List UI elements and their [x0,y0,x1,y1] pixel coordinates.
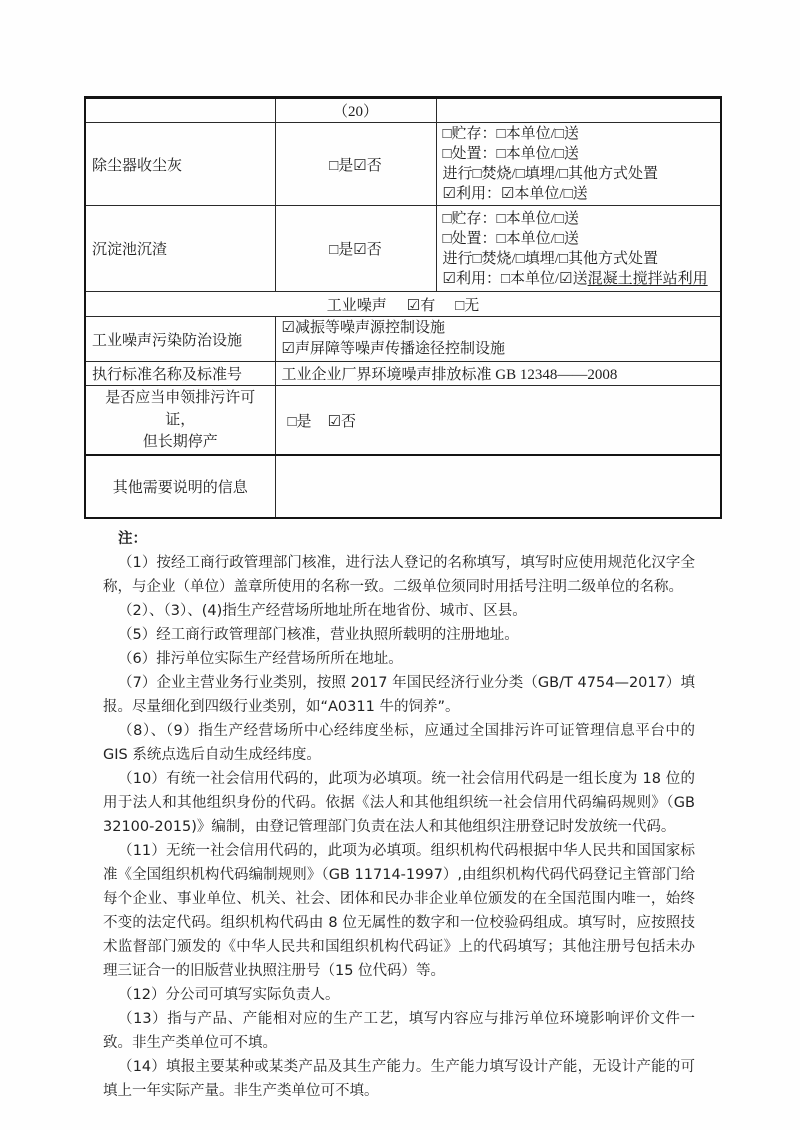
note-item-8: （11）无统一社会信用代码的，此项为必填项。组织机构代码根据中华人民共和国国家标准《全国组织机构代码编制规则》（GB 11714-1997）,由组织机构代码代码登记主管部门给每个企业、事业单位、机关、社会、团体和民办非企业单位颁发的在全国范围内唯一，始终不变的法定代码。组织机构代码由 8 位无属性的数字和一位校验码组成。填写时，应按照技术监督部门颁发的《中华人民共和国组织机构代码证》上的代码填写；其他注册号包括未办理三证合一的旧版营业执照注册号（15 位代码）等。 [103,843,695,979]
other-info-value [275,455,721,518]
note-item-1: （1）按经工商行政管理部门核准，进行法人登记的名称填写，填写时应使用规范化汉字全称，与企业（单位）盖章所使用的名称一致。二级单位须同时用括号注明二级单位的名称。 [103,555,695,595]
note-item-9: （12）分公司可填写实际负责人。 [118,987,340,1003]
underlined-destination-text: 混凝土搅拌站利用 [587,270,708,287]
other-info-label: 其他需要说明的信息 [85,455,275,518]
table-row-noise-banner [85,292,721,317]
permit-yesno-cell [275,386,721,456]
noise-has-checkbox: ☑有 [406,297,436,314]
note-item-4: （6）排污单位实际生产经营场所所在地址。 [118,651,403,667]
dust-ash-disposal-options [436,123,721,206]
table-row-other-info [85,455,721,518]
permit-label [85,386,275,456]
table-row-header [85,98,721,123]
noise-none-checkbox: □无 [455,297,480,314]
standard-value: 工业企业厂界环境噪声排放标准 GB 12348——2008 [275,362,721,386]
checkbox-line: □贮存：□本单位/□送 [442,126,579,142]
sediment-yesno: □是☑否 [275,206,436,292]
dust-ash-label: 除尘器收尘灰 [85,123,275,206]
checkbox-line: 进行□焚烧/□填埋/□其他方式处置 [442,250,659,267]
noise-banner-cell [85,292,721,317]
pollutant-registration-table [84,96,722,519]
checkbox-line: □处置：□本单位/□送 [442,230,579,247]
checkbox-line-with-underline [443,269,715,289]
checkbox-line: ☑声屏障等噪声传播途径控制设施 [281,341,505,357]
checkbox-line: □贮存：□本单位/□送 [442,210,579,227]
permit-no-checkbox: ☑否 [327,413,357,430]
note-item-10: （13）指与产品、产能相对应的生产工艺，填写内容应与排污单位环境影响评价文件一致。非生产类单位可不填。 [103,1011,695,1051]
table-row-permit [85,386,721,456]
table-row-sediment [85,206,721,292]
sediment-disposal-options [436,206,721,292]
dust-ash-yesno: □是☑否 [275,123,436,206]
table-row-standard [85,362,721,386]
note-item-6: （8）、（9）指生产经营场所中心经纬度坐标，应通过全国排污许可证管理信息平台中的 GIS 系统点选后自动生成经纬度。 [103,723,695,763]
column-number-cell: （20） [275,98,436,123]
checkbox-line: 进行□焚烧/□填埋/□其他方式处置 [442,166,659,182]
notes-section [103,527,695,1103]
checkbox-line: ☑利用：☑本单位/□送 [442,186,588,202]
table-row-dust-ash [85,123,721,206]
permit-yes-checkbox: □是 [287,413,312,430]
checkbox-line: ☑减振等噪声源控制设施 [281,320,445,336]
sediment-label: 沉淀池沉渣 [85,206,275,292]
checkbox-line-prefix: ☑利用：□本单位/☑送 [442,270,588,287]
header-empty-cell [85,98,275,123]
note-item-5: （7）企业主营业务行业类别，按照 2017 年国民经济行业分类（GB/T 4754—2017）填报。尽量细化到四级行业类别，如“A0311 牛的饲养”。 [103,675,695,715]
note-item-7: （10）有统一社会信用代码的，此项为必填项。统一社会信用代码是一组长度为 18 位的用于法人和其他组织身份的代码。依据《法人和其他组织统一社会信用代码编码规则》（GB 32100-2015)》编制，由登记管理部门负责在法人和其他组织注册登记时发放统一代码。 [103,771,695,835]
table-row-noise-facilities [85,317,721,362]
note-item-11: （14）填报主要某种或某类产品及其生产能力。生产能力填写设计产能，无设计产能的可填上一年实际产量。非生产类单位可不填。 [103,1059,695,1099]
permit-label-line1: 是否应当申领排污许可证， [105,390,256,428]
note-item-2: （2）、（3）、(4)指生产经营场所地址所在地省份、城市、区县。 [118,603,527,619]
noise-facilities-options [275,317,721,362]
permit-label-line2: 但长期停产 [142,434,218,450]
checkbox-line: □处置：□本单位/□送 [442,146,579,162]
notes-heading: 注： [118,531,147,547]
standard-label: 执行标准名称及标准号 [85,362,275,386]
noise-facilities-label: 工业噪声污染防治设施 [85,317,275,362]
noise-banner-label: 工业噪声 [326,297,387,314]
header-empty-cell [436,98,721,123]
note-item-3: （5）经工商行政管理部门核准，营业执照所载明的注册地址。 [118,627,519,643]
